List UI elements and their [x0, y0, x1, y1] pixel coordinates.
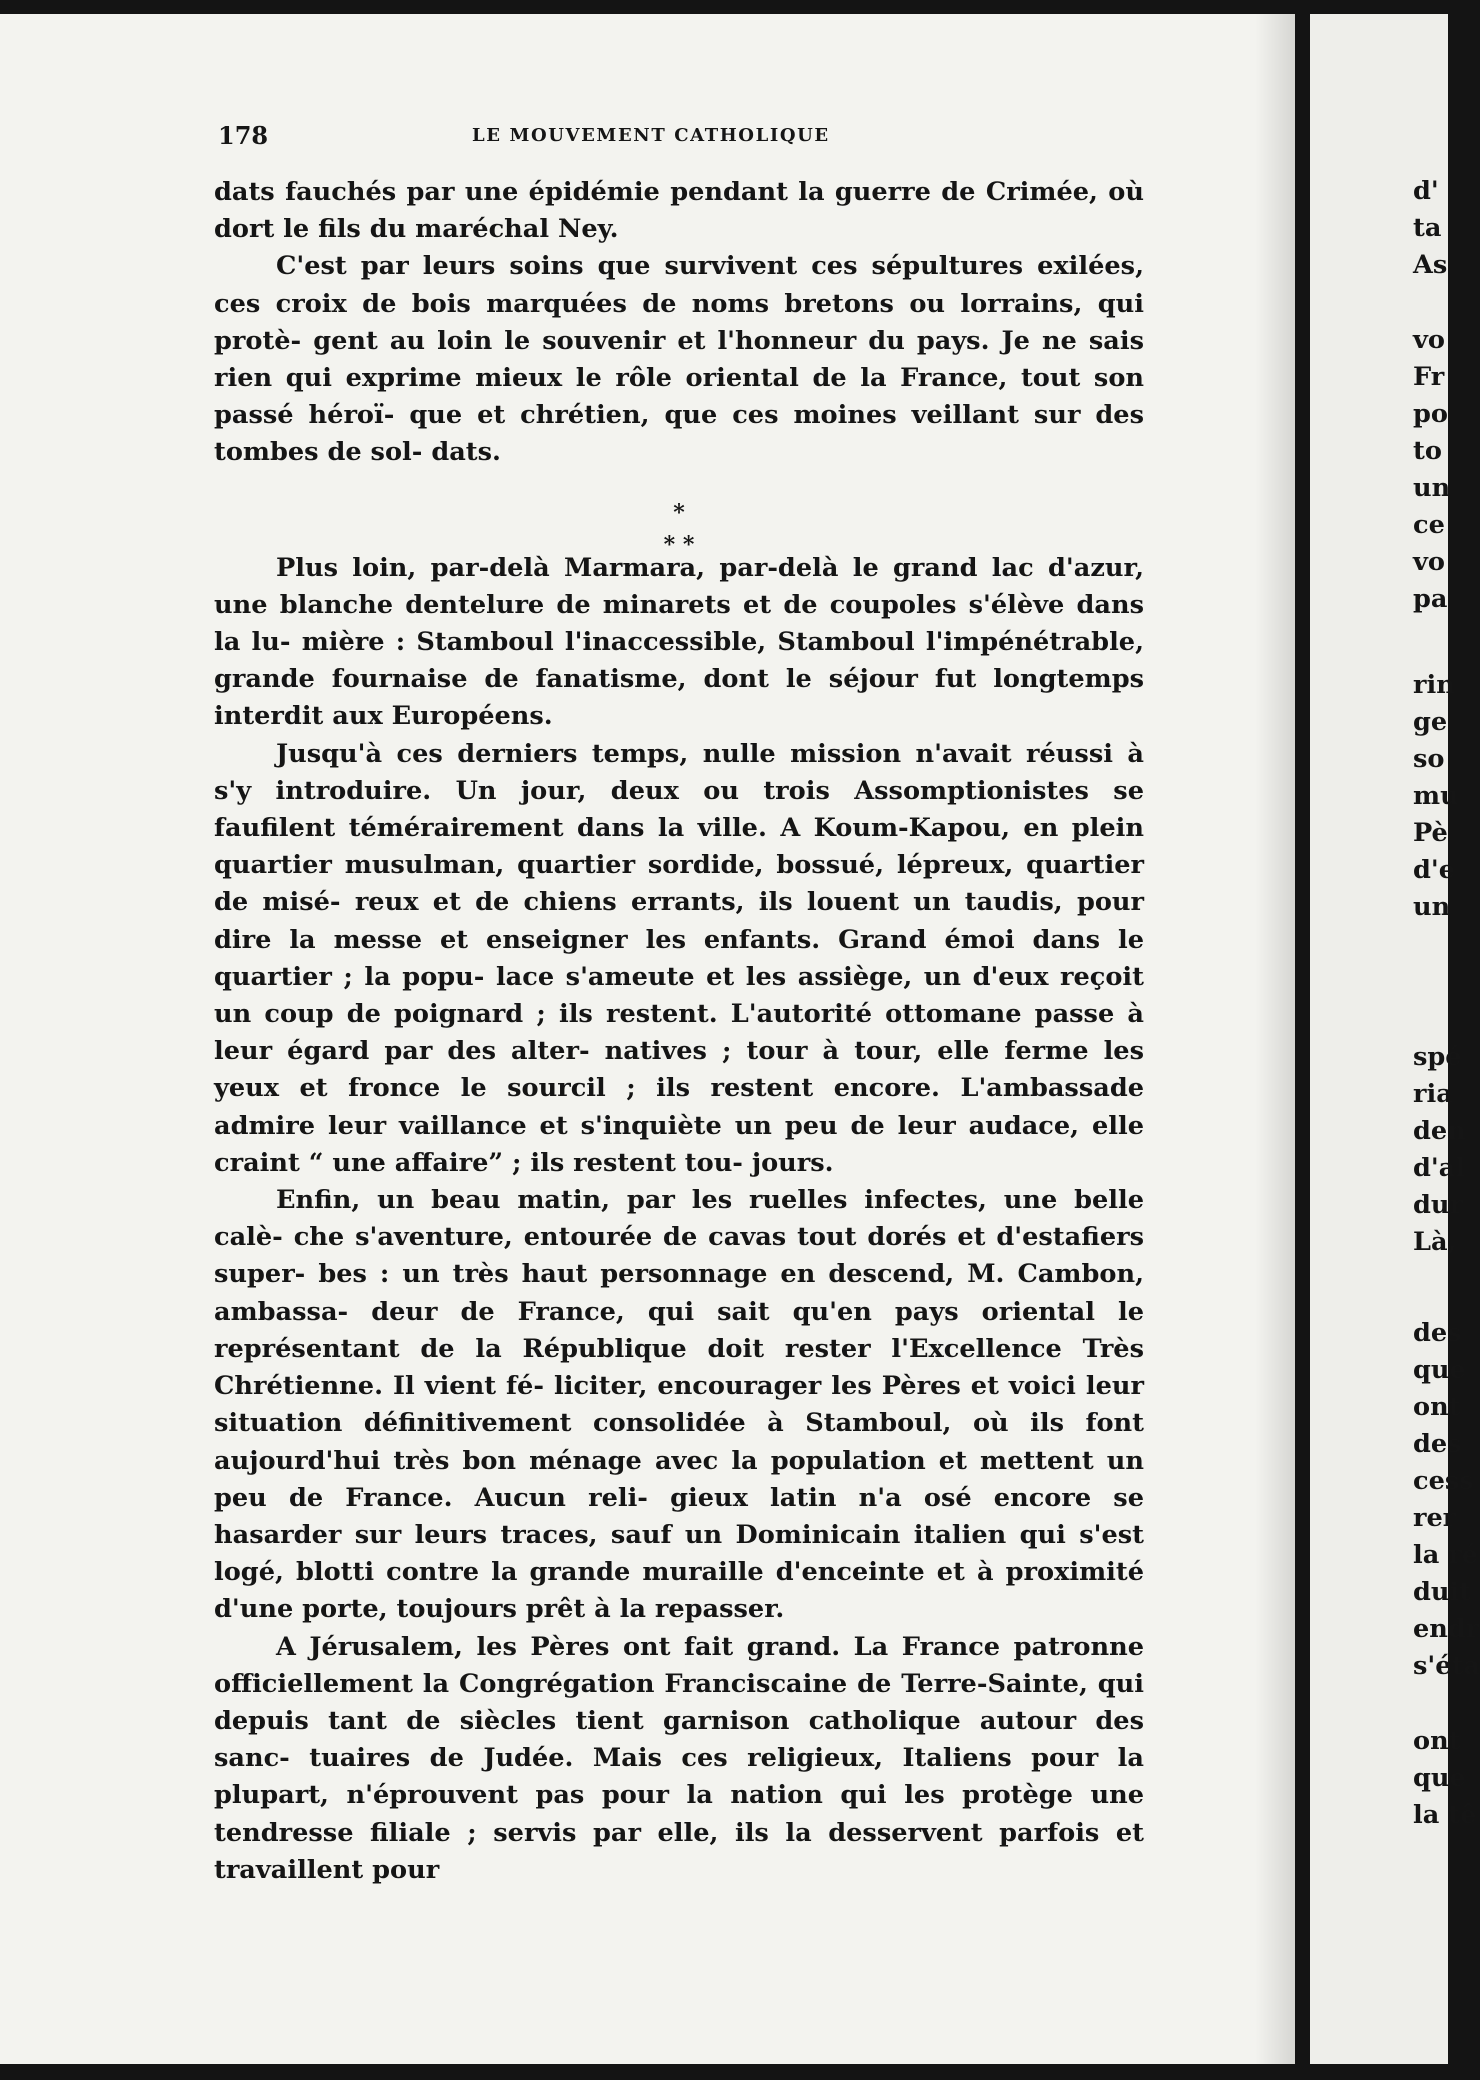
right-page-fragment: dur [1413, 1190, 1463, 1220]
right-page-fragment: d'al [1413, 1153, 1466, 1183]
right-page-fragment: to [1413, 436, 1442, 466]
right-page-fragment: rin [1413, 670, 1455, 700]
book-page-left [0, 14, 1295, 2064]
right-page-fragment: un [1413, 892, 1451, 922]
right-page-fragment: po [1413, 399, 1448, 429]
right-page-fragment: duit [1413, 1577, 1472, 1607]
running-head: LE MOUVEMENT CATHOLIQUE [472, 125, 830, 146]
right-page-fragment: cess [1413, 1466, 1474, 1496]
paragraph-3: Plus loin, par-delà Marmara, par-delà le grand lac d'azur, une blanche dentelure de minarets et de coupoles s'élève dans la lu- mière : Stamboul l'inaccessible, Stamboul l'impénétrable, grande fournaise de fanatisme, dont le séjour fut longtemps interdit aux Européens. [214, 552, 1145, 732]
right-page-fragment: que [1413, 1355, 1466, 1385]
right-page-fragment: so [1413, 744, 1445, 774]
right-page-fragment: que [1413, 1763, 1466, 1793]
body-text [214, 174, 1144, 1889]
right-page-fragment: vo [1413, 547, 1445, 577]
paragraph-2: C'est par leurs soins que survivent ces sépultures exilées, ces croix de bois marquées de noms bretons ou lorrains, qui protè- gent au loin le souvenir et l'honneur du pays. Je ne sais rien qui exprime mieux le rôle oriental de la France, tout son passé héroï- que et chrétien, que ces moines veillant sur des tombes de sol- dats. [214, 251, 1144, 468]
right-page-fragment: s'éta [1413, 1651, 1480, 1681]
right-page-fragment: la tê [1413, 1800, 1477, 1830]
right-page-fragment: As [1413, 250, 1448, 280]
right-page-fragment: la ré [1413, 1540, 1478, 1570]
right-page-fragment: ce [1413, 510, 1445, 540]
paragraph-6: A Jérusalem, les Pères ont fait grand. La France patronne officiellement la Congrégation Franciscaine de Terre-Sainte, qui depuis tant de siècles tient garnison catholique autour des sanc- tuaires de Judée. Mais ces religieux, Italiens pour la plupart, n'éprouvent pas pour la nation qui les protège une tendresse filiale ; servis par elle, ils la desservent parfois et travaillent pour [214, 1631, 1144, 1885]
right-page-fragment: ta [1413, 213, 1442, 243]
right-page-fragment: ont [1413, 1392, 1461, 1422]
right-page-fragment: des [1413, 1429, 1462, 1459]
paragraph-4: Jusqu'à ces derniers temps, nulle mission n'avait réussi à s'y introduire. Un jour, deux ou trois Assomptionistes se faufilent témérairement dans la ville. A Koum-Kapou, en plein quartier musulman, quartier sordide, bossué, lépreux, quartier de misé- reux et de chiens errants, ils louent un taudis, pour dire la messe et enseigner les enfants. Grand émoi dans le quartier ; la popu- lace s'ameute et les assiège, un d'eux reçoit un coup de poignard ; ils restent. L'autorité ottomane passe à leur égard par des alter- natives ; tour à tour, elle ferme les yeux et fronce le sourcil ; ils restent encore. L'ambassade admire leur vaillance et s'inquiète un peu de leur audace, elle craint “ une affaire” ; ils restent tou- jours. [214, 738, 1145, 1178]
right-page-fragment: d' [1413, 176, 1439, 206]
page-number: 178 [218, 121, 269, 150]
right-page-fragment: mu [1413, 781, 1459, 811]
right-page-fragment: ge [1413, 707, 1448, 737]
separator-star-top: * [673, 499, 685, 526]
right-page-fragment: un [1413, 473, 1451, 503]
right-page-fragment: ria [1413, 1079, 1453, 1109]
right-page-fragment: Fr [1413, 362, 1445, 392]
right-page-fragment: Pè [1413, 818, 1448, 848]
separator-stars-bottom: * * [663, 531, 695, 558]
paragraph-5: Enfin, un beau matin, par les ruelles infectes, une belle calè- che s'aventure, entourée de cavas tout dorés et d'estafiers super- bes : un très haut personnage en descend, M. Cambon, ambassa- deur de France, qui sait qu'en pays oriental le représentant de la République doit rester l'Excellence Très Chrétienne. Il vient fé- liciter, encourager les Pères et voici leur situation définitivement consolidée à Stamboul, où ils font aujourd'hui très bon ménage avec la population et mettent un peu de France. Aucun reli- gieux latin n'a osé encore se hasarder sur leurs traces, sauf un Dominicain italien qui s'est logé, blotti contre la grande muraille d'enceinte et à proximité d'une porte, toujours prêt à la repasser. [214, 1185, 1145, 1625]
right-page-fragment: des [1413, 1318, 1462, 1348]
right-page-fragment: rer [1413, 1503, 1457, 1533]
right-page-fragment: spé [1413, 1042, 1462, 1072]
right-page-fragment: pa [1413, 584, 1448, 614]
paragraph-1: dats fauchés par une épidémie pendant la guerre de Crimée, où dort le fils du maréchal Ney. [214, 177, 1144, 245]
right-page-fragment: d'e [1413, 855, 1456, 885]
book-page-right-edge [1310, 14, 1480, 2064]
right-page-fragment: endr [1413, 1614, 1480, 1644]
section-separator [214, 472, 1144, 558]
right-page-fragment: Là, [1413, 1227, 1457, 1257]
right-page-fragment: vo [1413, 325, 1445, 355]
right-page-fragment: den [1413, 1116, 1466, 1146]
right-page-fragment: ont [1413, 1726, 1461, 1756]
